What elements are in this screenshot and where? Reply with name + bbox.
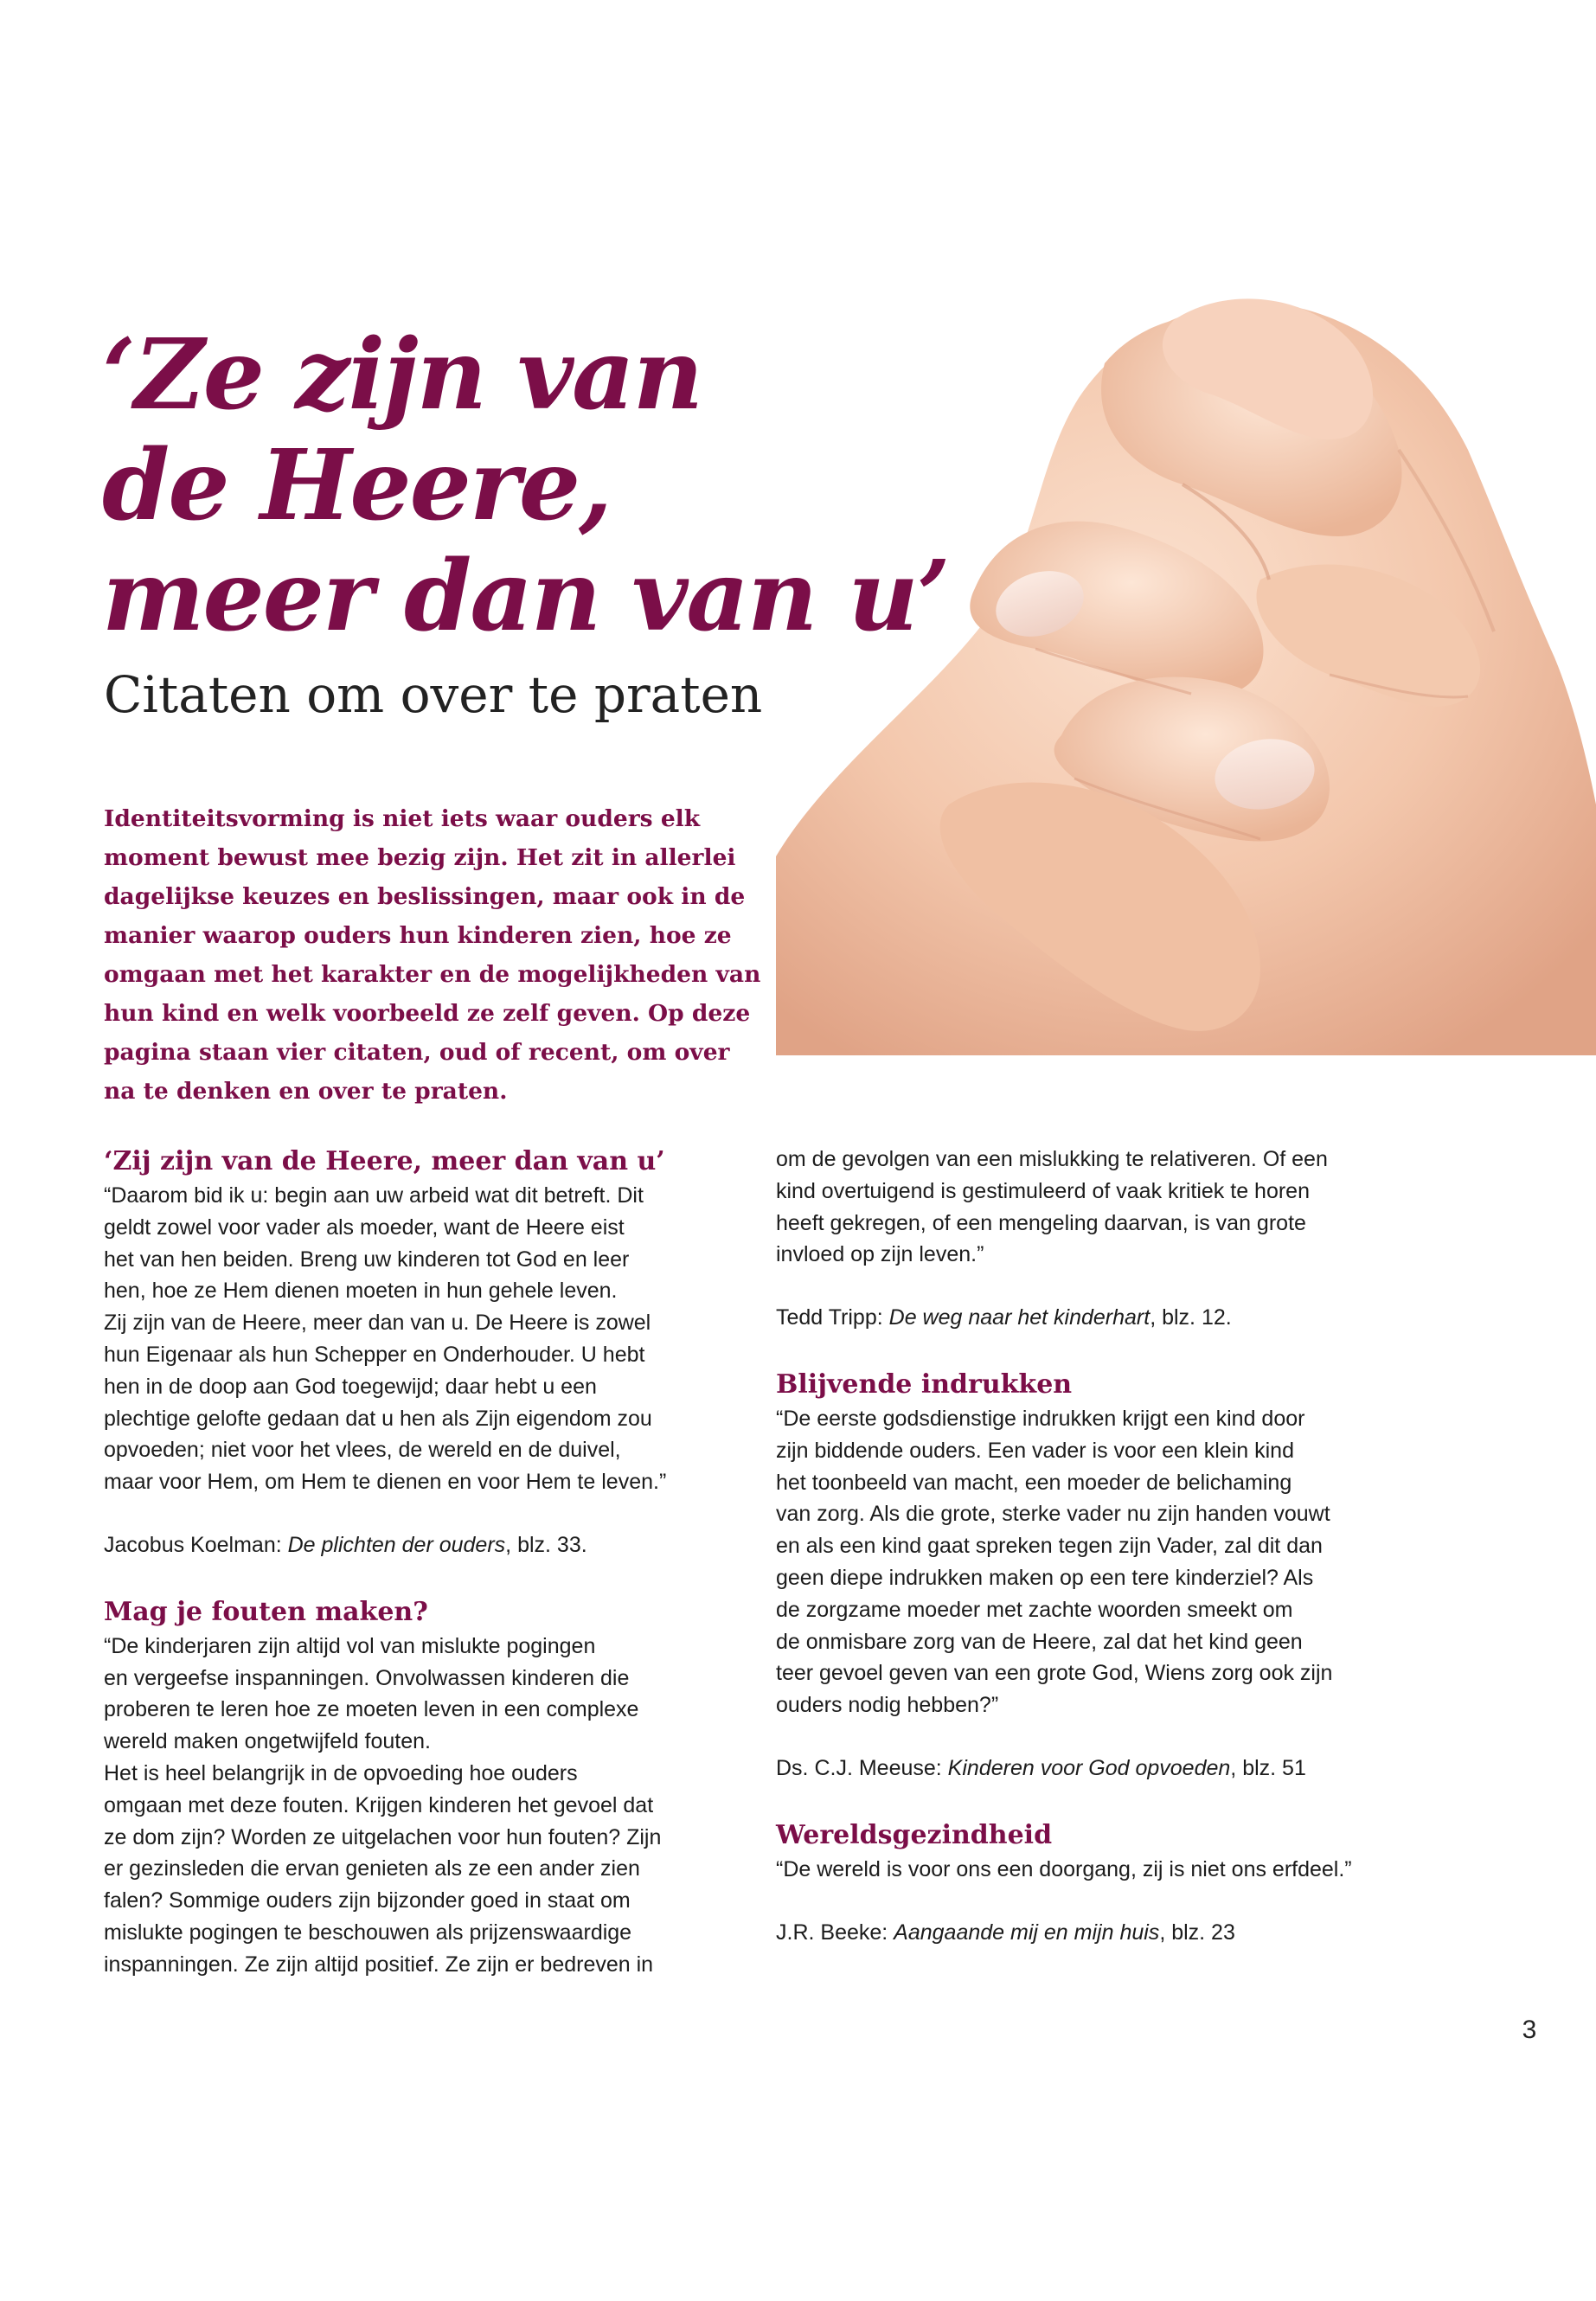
intro-line: hun kind en welk voorbeeld ze zelf geven. Op deze [104, 1000, 751, 1027]
quote-line: “De eerste godsdienstige indrukken krijgt een kind door [776, 1406, 1305, 1431]
intro-paragraph [104, 799, 761, 1111]
quote-tripp [104, 1631, 744, 1981]
quote-line: ouders nodig hebben?” [776, 1693, 999, 1718]
source-page: , blz. 51 [1230, 1755, 1306, 1780]
source-title: Kinderen voor God opvoeden [947, 1755, 1231, 1780]
source-page: , blz. 12. [1150, 1305, 1232, 1330]
quote-line: zijn biddende ouders. Een vader is voor een klein kind [776, 1438, 1294, 1463]
intro-line: na te denken en over te praten. [104, 1078, 508, 1105]
quote-line: inspanningen. Ze zijn altijd positief. Ze zijn er bedreven in [104, 1952, 654, 1977]
section-heading: Mag je fouten maken? [104, 1596, 428, 1627]
quote-koelman [104, 1180, 744, 1498]
section-heading: ‘Zij zijn van de Heere, meer dan van u’ [104, 1146, 665, 1176]
source-title: De plichten der ouders [287, 1532, 506, 1557]
quote-line: hun Eigenaar als hun Schepper en Onderhouder. U hebt [104, 1342, 645, 1367]
quote-line: de zorgzame moeder met zachte woorden smeekt om [776, 1597, 1293, 1622]
intro-line: manier waarop ouders hun kinderen zien, hoe ze [104, 922, 732, 949]
quote-line: geen diepe indrukken maken op een tere kinderziel? Als [776, 1565, 1314, 1590]
source-citation [776, 1753, 1381, 1785]
quote-line: mislukte pogingen te beschouwen als prijzenswaardige [104, 1920, 632, 1945]
quote-line: om de gevolgen van een mislukking te relativeren. Of een [776, 1147, 1328, 1171]
quote-line: het toonbeeld van macht, een moeder de belichaming [776, 1470, 1292, 1495]
page-title [102, 318, 949, 653]
title-line-1: ‘Ze zijn van [102, 318, 702, 432]
source-page: , blz. 33. [505, 1532, 587, 1557]
praying-hands-photo [776, 251, 1596, 1055]
intro-line: moment bewust mee bezig zijn. Het zit in allerlei [104, 844, 736, 871]
quote-line: hen in de doop aan God toegewijd; daar hebt u een [104, 1374, 597, 1399]
quote-line: het van hen beiden. Breng uw kinderen tot God en leer [104, 1247, 630, 1272]
page-subtitle: Citaten om over te praten [104, 665, 763, 724]
quote-line: plechtige gelofte gedaan dat u hen als Zijn eigendom zou [104, 1406, 652, 1431]
quote-line: falen? Sommige ouders zijn bijzonder goed in staat om [104, 1888, 631, 1913]
title-line-2: de Heere, [102, 429, 612, 542]
quote-line: omgaan met deze fouten. Krijgen kinderen het gevoel dat [104, 1792, 654, 1817]
left-column [104, 1144, 744, 1981]
quote-line: ze dom zijn? Worden ze uitgelachen voor hun fouten? Zijn [104, 1824, 662, 1849]
quote-meeuse [776, 1403, 1381, 1721]
quote-line: heeft gekregen, of een mengeling daarvan, is van grote [776, 1210, 1306, 1235]
quote-line: proberen te leren hoe ze moeten leven in een complexe [104, 1697, 639, 1722]
quote-line: Het is heel belangrijk in de opvoeding hoe ouders [104, 1760, 578, 1785]
quote-line: kind overtuigend is gestimuleerd of vaak kritiek te horen [776, 1178, 1310, 1203]
source-citation [776, 1302, 1381, 1334]
quote-line: en vergeefse inspanningen. Onvolwassen kinderen die [104, 1665, 630, 1690]
source-title: De weg naar het kinderhart [888, 1305, 1151, 1330]
intro-line: Identiteitsvorming is niet iets waar ouders elk [104, 805, 701, 832]
quote-line: teer gevoel geven van een grote God, Wiens zorg ook zijn [776, 1661, 1333, 1686]
source-author: Tedd Tripp: [776, 1305, 889, 1330]
source-citation [776, 1917, 1381, 1949]
quote-line: “De wereld is voor ons een doorgang, zij is niet ons erfdeel.” [776, 1856, 1352, 1881]
quote-line: Zij zijn van de Heere, meer dan van u. De Heere is zowel [104, 1311, 651, 1336]
section-heading: Wereldsgezindheid [776, 1819, 1053, 1850]
quote-line: invloed op zijn leven.” [776, 1242, 984, 1267]
source-author: J.R. Beeke: [776, 1920, 894, 1945]
quote-line: hen, hoe ze Hem dienen moeten in hun gehele leven. [104, 1279, 618, 1304]
source-author: Ds. C.J. Meeuse: [776, 1755, 948, 1780]
quote-line: wereld maken ongetwijfeld fouten. [104, 1729, 432, 1754]
quote-line: en als een kind gaat spreken tegen zijn Vader, zal dit dan [776, 1534, 1323, 1559]
quote-line: er gezinsleden die ervan genieten als ze een ander zien [104, 1856, 640, 1881]
quote-line: maar voor Hem, om Hem te dienen en voor Hem te leven.” [104, 1470, 667, 1495]
quote-line: opvoeden; niet voor het vlees, de wereld en de duivel, [104, 1438, 621, 1463]
source-page: , blz. 23 [1159, 1920, 1235, 1945]
quote-line: geldt zowel voor vader als moeder, want de Heere eist [104, 1215, 625, 1240]
intro-line: dagelijkse keuzes en beslissingen, maar ook in de [104, 883, 746, 910]
quote-line: de onmisbare zorg van de Heere, zal dat het kind geen [776, 1629, 1303, 1654]
source-author: Jacobus Koelman: [104, 1532, 288, 1557]
quote-beeke [776, 1854, 1381, 1886]
intro-line: pagina staan vier citaten, oud of recent, om over [104, 1039, 730, 1066]
title-line-3: meer dan van u’ [102, 540, 949, 653]
quote-tripp-continued [776, 1144, 1381, 1271]
quote-line: van zorg. Als die grote, sterke vader nu zijn handen vouwt [776, 1502, 1330, 1527]
source-title: Aangaande mij en mijn huis [894, 1920, 1160, 1945]
page-number: 3 [1522, 2016, 1537, 2044]
source-citation [104, 1529, 744, 1561]
quote-line: “De kinderjaren zijn altijd vol van mislukte pogingen [104, 1633, 596, 1658]
section-heading: Blijvende indrukken [776, 1368, 1073, 1400]
right-column [776, 1144, 1381, 1948]
intro-line: omgaan met het karakter en de mogelijkheden van [104, 961, 761, 988]
quote-line: “Daarom bid ik u: begin aan uw arbeid wat dit betreft. Dit [104, 1183, 644, 1208]
